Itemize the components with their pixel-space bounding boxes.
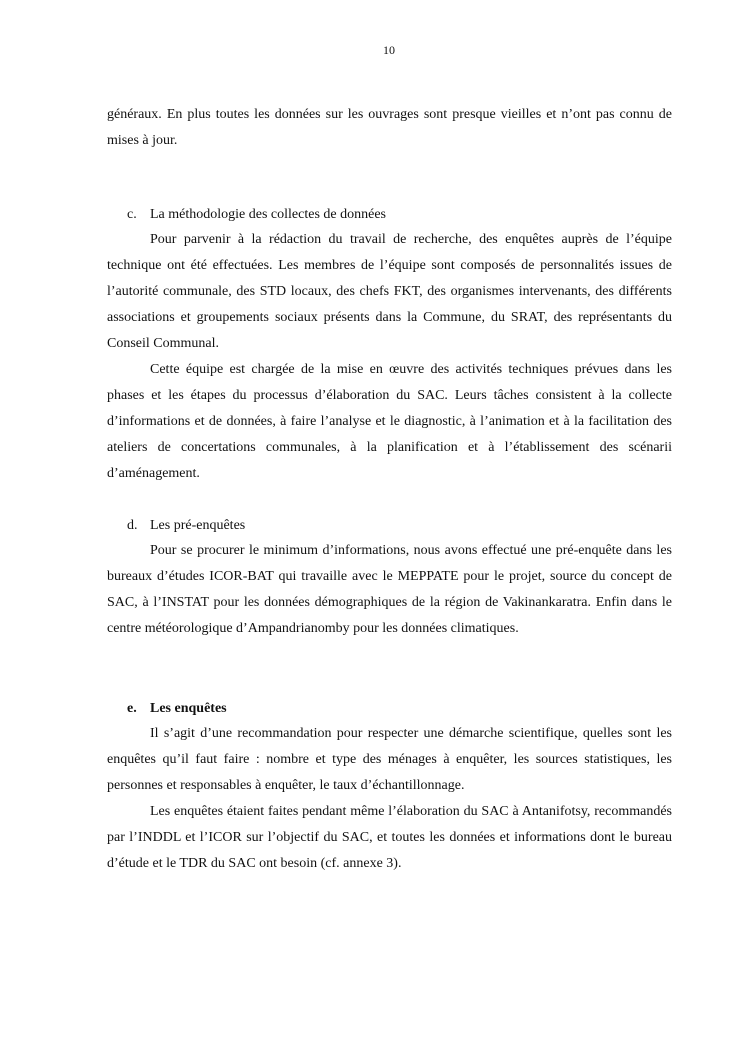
intro-block <box>107 102 672 154</box>
section-c-title: La méthodologie des collectes de données <box>150 207 386 222</box>
section-c-marker: c. <box>127 207 137 222</box>
page-number: 10 <box>383 43 395 57</box>
section-d-marker: d. <box>127 518 138 533</box>
section-d-body <box>107 538 672 642</box>
section-d-title: Les pré-enquêtes <box>150 518 246 533</box>
section-d-heading <box>127 516 245 536</box>
section-c-paragraph-1: Pour parvenir à la rédaction du travail de recherche, des enquêtes auprès de l’équipe technique ont été effectuées. Les membres de l’équipe sont composés de personnalités issues de l’autorité communale, des STD locaux, des chefs FKT, des organismes intervenants, des différents associations et groupements sociaux présents dans la Commune, du SRAT, des représentants du Conseil Communal. <box>107 232 672 351</box>
section-e-paragraph-1: Il s’agit d’une recommandation pour respecter une démarche scientifique, quelles sont les enquêtes qu’il faut faire : nombre et type des ménages à enquêter, les sources statistiques, les personnes et responsables à enquêter, le taux d’échantillonnage. <box>107 726 672 793</box>
section-c-paragraph-2: Cette équipe est chargée de la mise en œuvre des activités techniques prévues dans les phases et les étapes du processus d’élaboration du SAC. Leurs tâches consistent à la collecte d’informations et de données, à faire l’analyse et le diagnostic, à l’animation et à la facilitation des ateliers de concertations communales, à la planification et à l’établissement des scénarii d’aménagement. <box>107 362 672 481</box>
section-e-body <box>107 721 672 877</box>
section-c-body <box>107 227 672 487</box>
section-c-heading <box>127 205 386 225</box>
section-e-title: Les enquêtes <box>150 701 227 716</box>
section-e-paragraph-2: Les enquêtes étaient faites pendant même l’élaboration du SAC à Antanifotsy, recommandés par l’INDDL et l’ICOR sur l’objectif du SAC, et toutes les données et informations dont le bureau d’étude et le TDR du SAC ont besoin (cf. annexe 3). <box>107 804 672 871</box>
intro-paragraph: généraux. En plus toutes les données sur les ouvrages sont presque vieilles et n’ont pas connu de mises à jour. <box>107 107 672 148</box>
section-d-paragraph-1: Pour se procurer le minimum d’informations, nous avons effectué une pré-enquête dans les bureaux d’études ICOR-BAT qui travaille avec le MEPPATE pour le projet, source du concept de SAC, à l’INSTAT pour les données démographiques de la région de Vakinankaratra. Enfin dans le centre météorologique d’Ampandrianomby pour les données climatiques. <box>107 543 672 636</box>
section-e-marker: e. <box>127 701 137 716</box>
section-e-heading <box>127 699 227 719</box>
